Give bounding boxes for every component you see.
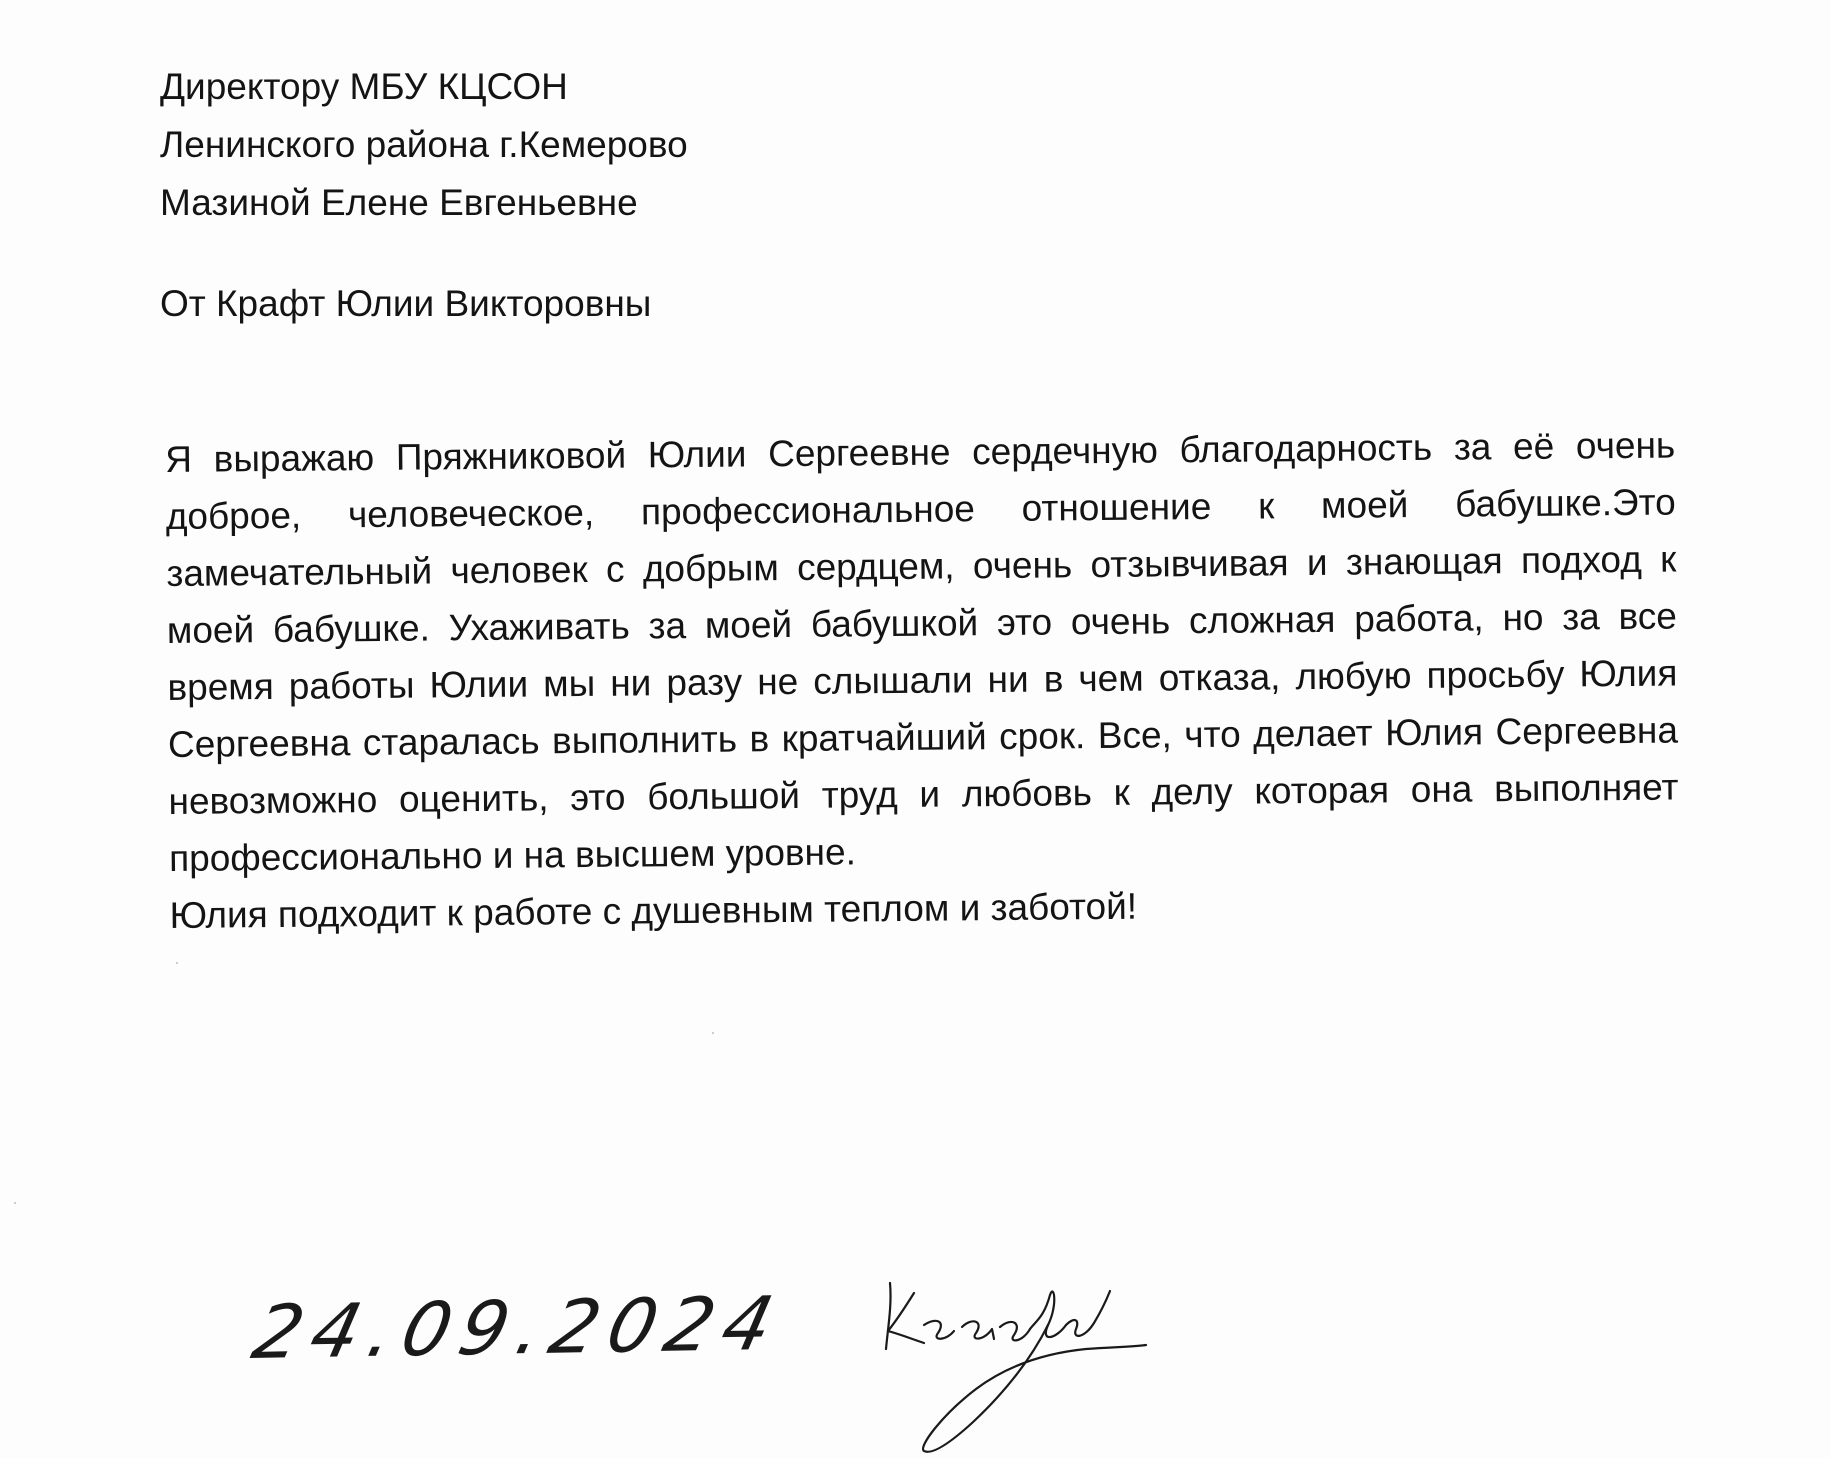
addressee-position: Директору МБУ КЦСОН bbox=[160, 66, 568, 107]
addressee-block bbox=[160, 58, 688, 232]
letter-body bbox=[165, 417, 1680, 944]
paper-speck bbox=[176, 962, 178, 964]
body-paragraph: Я выражаю Пряжниковой Юлии Сергеевне сердечную благодарность за её очень доброе, человеческое, профессиональное отношение к моей бабушке.Это замечательный человек с добрым сердцем, очень отзывчивая и знающая подход к моей бабушке. Ухаживать за моей бабушкой это очень сложная работа, но за все время работы Юлии мы ни разу не слышали ни в чем отказа, любую просьбу Юлия Сергеевна старалась выполнить в кратчайший срок. Все, что делает Юлия Сергеевна невозможно оценить, это большой труд и любовь к делу которая она выполняет профессионально и на высшем уровне. bbox=[165, 424, 1679, 879]
body-closing-paragraph: Юлия подходит к работе с душевным теплом и заботой! bbox=[169, 885, 1138, 936]
addressee-name: Мазиной Елене Евгеньевне bbox=[160, 182, 638, 223]
paper-speck bbox=[14, 1202, 16, 1204]
sender-line: От Крафт Юлии Викторовны bbox=[160, 283, 652, 324]
handwritten-signature bbox=[880, 1265, 1170, 1460]
handwritten-date: 24.09.2024 bbox=[245, 1280, 791, 1376]
addressee-district: Ленинского района г.Кемерово bbox=[160, 124, 688, 165]
paper-speck bbox=[712, 1032, 714, 1034]
